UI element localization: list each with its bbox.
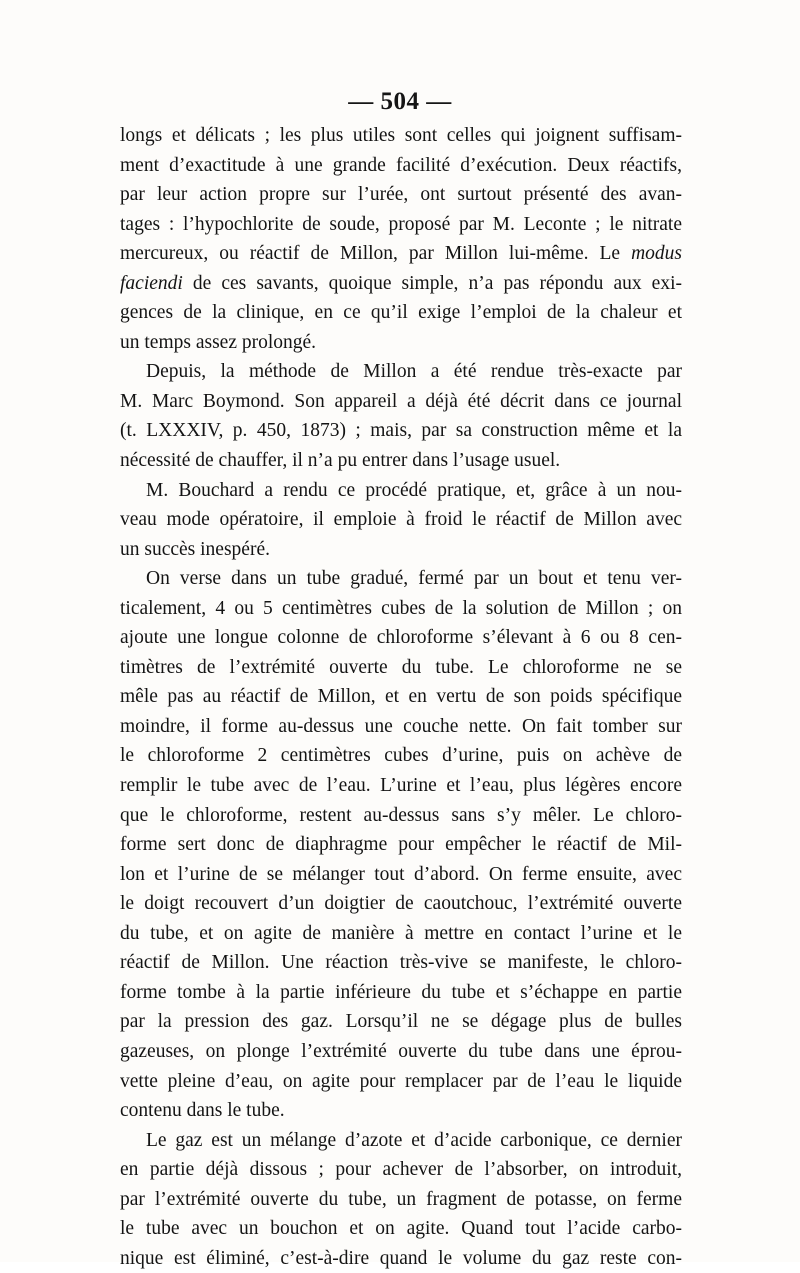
text-line: contenu dans le tube. [120, 1100, 285, 1122]
body-text [120, 121, 682, 1273]
paragraph-2 [120, 357, 682, 475]
paragraph-1 [120, 121, 682, 357]
text-line: un temps assez prolongé. [120, 331, 317, 353]
text-line: forme tombe à la partie inférieure du tube et s’échappe en partie [120, 981, 682, 1003]
text-line: (t. LXXXIV, p. 450, 1873) ; mais, par sa construction même et la [120, 420, 682, 442]
text-line: du tube, et on agite de manière à mettre en contact l’urine et le [120, 922, 682, 944]
text-line: le doigt recouvert d’un doigtier de caoutchouc, l’extrémité ouverte [120, 893, 682, 915]
text-line: par l’extrémité ouverte du tube, un fragment de potasse, on ferme [120, 1188, 682, 1210]
text-line: vette pleine d’eau, on agite pour remplacer par de l’eau le liquide [120, 1070, 682, 1092]
text-line: veau mode opératoire, il emploie à froid le réactif de Millon avec [120, 509, 682, 531]
text-line: tages : l’hypochlorite de soude, proposé par M. Leconte ; le nitrate [120, 213, 682, 235]
text-line: mercureux, ou réactif de Millon, par Millon lui-même. Le modus [120, 243, 682, 265]
text-line: Depuis, la méthode de Millon a été rendue très-exacte par [146, 361, 682, 383]
text-line: ticalement, 4 ou 5 centimètres cubes de la solution de Millon ; on [120, 597, 682, 619]
paragraph-5 [120, 1126, 682, 1273]
text-line: gences de la clinique, en ce qu’il exige l’emploi de la chaleur et [120, 302, 682, 324]
text-line: forme sert donc de diaphragme pour empêcher le réactif de Mil- [120, 834, 682, 856]
text-line: M. Bouchard a rendu ce procédé pratique, et, grâce à un nou- [146, 479, 682, 501]
text-line: remplir le tube avec de l’eau. L’urine et l’eau, plus légères encore [120, 775, 682, 797]
text-line: réactif de Millon. Une réaction très-vive se manifeste, le chloro- [120, 952, 682, 974]
text-line: moindre, il forme au-dessus une couche nette. On fait tomber sur [120, 715, 682, 737]
text-line: ajoute une longue colonne de chloroforme s’élevant à 6 ou 8 cen- [120, 627, 682, 649]
page-number: — 504 — [348, 88, 452, 115]
text-line: Le gaz est un mélange d’azote et d’acide carbonique, ce dernier [146, 1129, 682, 1151]
text-line: nique est éliminé, c’est-à-dire quand le volume du gaz reste con- [120, 1247, 682, 1269]
text-line: lon et l’urine de se mélanger tout d’abord. On ferme ensuite, avec [120, 863, 682, 885]
text-line: en partie déjà dissous ; pour achever de l’absorber, on introduit, [120, 1159, 682, 1181]
text-line: le tube avec un bouchon et on agite. Quand tout l’acide carbo- [120, 1218, 682, 1240]
text-line: nécessité de chauffer, il n’a pu entrer dans l’usage usuel. [120, 450, 561, 472]
text-line: mêle pas au réactif de Millon, et en vertu de son poids spécifique [120, 686, 682, 708]
text-line: ment d’exactitude à une grande facilité d’exécution. Deux réactifs, [120, 154, 682, 176]
text-line: par la pression des gaz. Lorsqu’il ne se dégage plus de bulles [120, 1011, 682, 1033]
text-line: timètres de l’extrémité ouverte du tube. Le chloroforme ne se [120, 656, 682, 678]
italic-phrase: modus [631, 243, 682, 265]
paragraph-3 [120, 476, 682, 565]
text-line: le chloroforme 2 centimètres cubes d’urine, puis on achève de [120, 745, 682, 767]
text-line: faciendi de ces savants, quoique simple, n’a pas répondu aux exi- [120, 272, 682, 294]
text-line: un succès inespéré. [120, 538, 270, 560]
text-line: On verse dans un tube gradué, fermé par un bout et tenu ver- [146, 568, 682, 590]
text-line: que le chloroforme, restent au-dessus sans s’y mêler. Le chloro- [120, 804, 682, 826]
text-line: gazeuses, on plonge l’extrémité ouverte du tube dans une éprou- [120, 1040, 682, 1062]
text-line: M. Marc Boymond. Son appareil a déjà été décrit dans ce journal [120, 390, 682, 412]
text-line: longs et délicats ; les plus utiles sont celles qui joignent suffisam- [120, 125, 682, 146]
text-line: par leur action propre sur l’urée, ont surtout présenté des avan- [120, 184, 682, 206]
italic-phrase: faciendi [120, 272, 183, 294]
paragraph-4 [120, 564, 682, 1125]
